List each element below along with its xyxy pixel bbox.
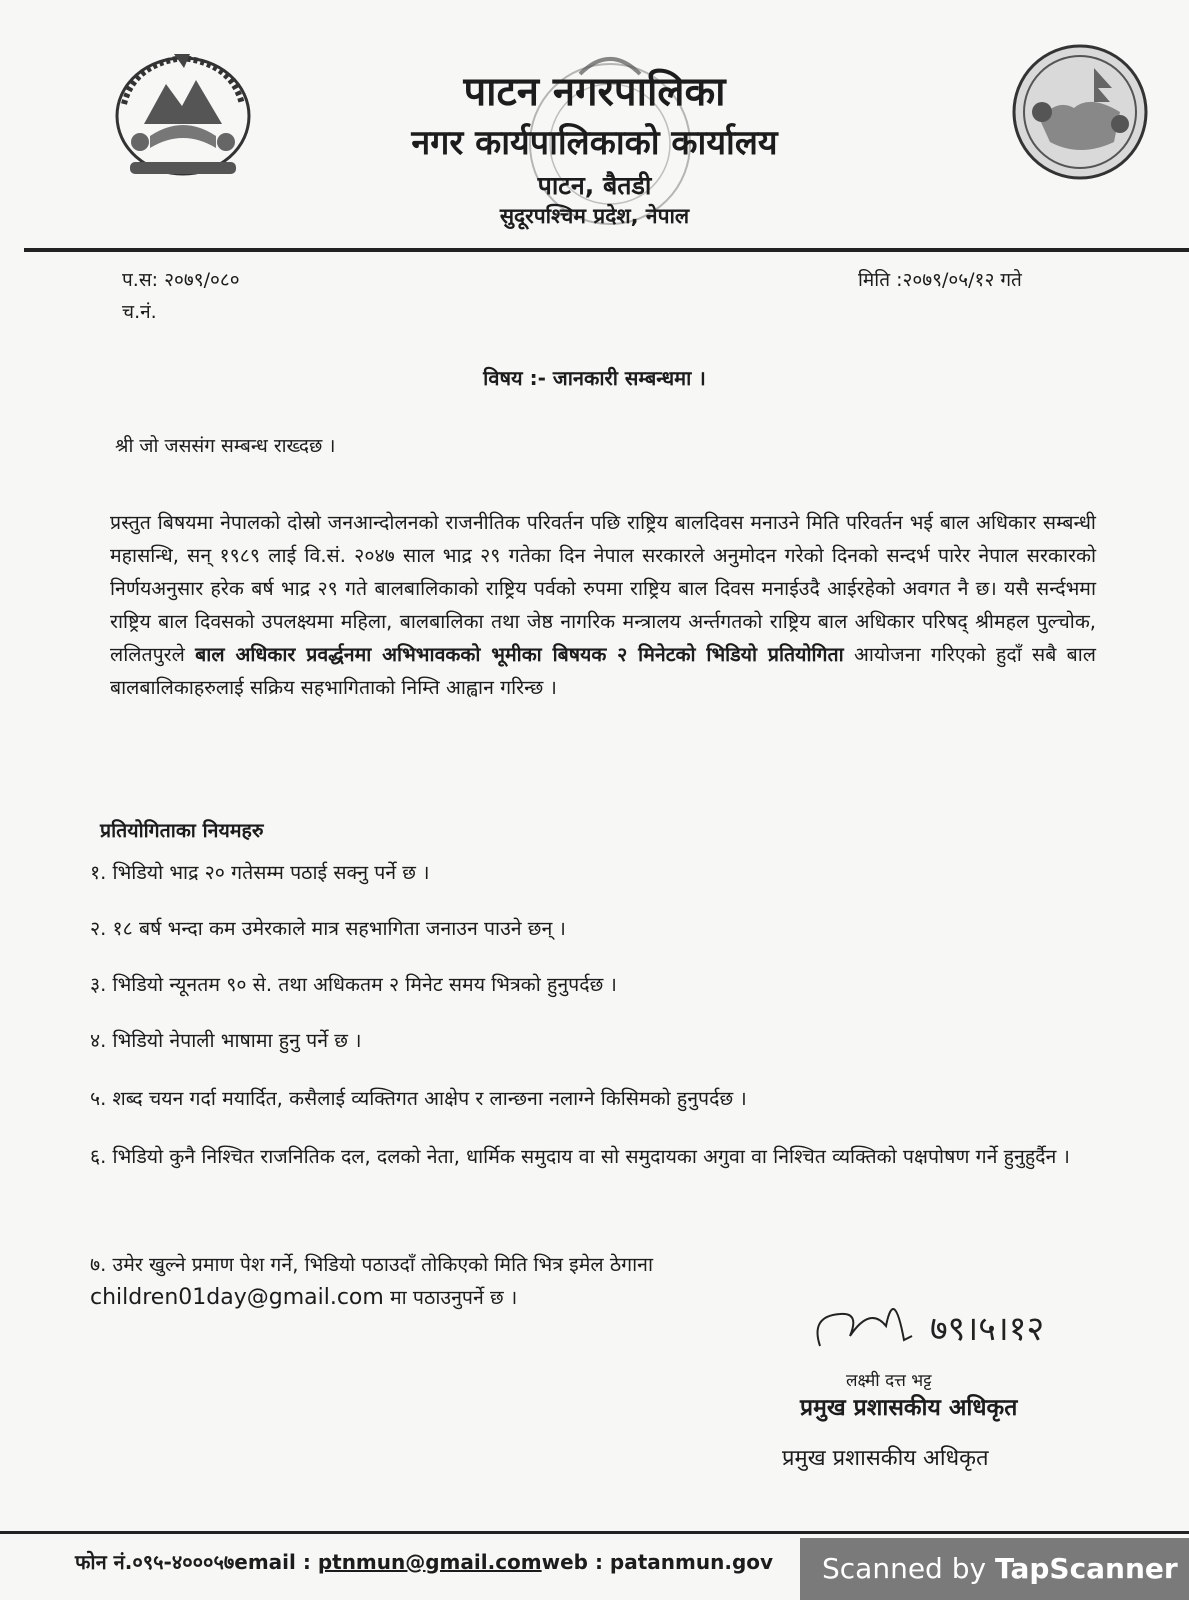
office-title-municipality: पाटन नगरपालिका bbox=[463, 69, 726, 115]
rule-7-text: ७. उमेर खुल्ने प्रमाण पेश गर्ने, भिडियो पठाउदाँ तोकिएको मिति भित्र इमेल ठेगाना bbox=[90, 1253, 654, 1276]
salutation: श्री जो जससंग सम्बन्ध राख्दछ । bbox=[115, 435, 336, 457]
letter-date: मिति :२०७९/०५/१२ गते bbox=[858, 269, 1022, 291]
letter-body bbox=[110, 506, 1096, 704]
rule-item: ६. भिडियो कुनै निश्चित राजनितिक दल, दलको नेता, धार्मिक समुदाय वा सो समुदायका अगुवा वा निश्चित व्यक्तिको पक्षपोषण गर्ने हुनुहुर्दैन । bbox=[90, 1145, 1070, 1168]
footer-contact bbox=[75, 1548, 773, 1575]
watermark-brand: TapScanner bbox=[994, 1552, 1178, 1585]
signature-date: ७९।५।१२ bbox=[930, 1309, 1045, 1349]
rule-item: २. १८ बर्ष भन्दा कम उमेरकाले मात्र सहभागिता जनाउन पाउने छन् । bbox=[90, 917, 566, 940]
footer-web-label: web : bbox=[541, 1550, 610, 1574]
watermark-prefix: Scanned by bbox=[822, 1552, 995, 1585]
footer-web-link[interactable]: patanmun.gov bbox=[609, 1550, 774, 1574]
footer-divider bbox=[0, 1531, 1189, 1534]
dispatch-number: च.नं. bbox=[122, 301, 157, 323]
office-address-province: सुदूरपश्चिम प्रदेश, नेपाल bbox=[499, 204, 690, 228]
signatory-name: लक्ष्मी दत्त भट्ट bbox=[846, 1371, 932, 1391]
body-text-closing: आयोजना गरिएको हुदाँ सबै बाल बालबालिकाहरुलाई सक्रिय सहभागिताको निम्ति आह्वान गरिन्छ । bbox=[110, 643, 1097, 699]
rule-item: १. भिडियो भाद्र २० गतेसम्म पठाई सक्नु पर्ने छ । bbox=[90, 861, 430, 884]
letter-subject: विषय :- जानकारी सम्बन्धमा । bbox=[483, 366, 706, 390]
body-text-competition-title: बाल अधिकार प्रवर्द्धनमा अभिभावकको भूमीका बिषयक २ मिनेटको भिडियो प्रतियोगिता bbox=[195, 643, 844, 666]
rule-item: ५. शब्द चयन गर्दा मयार्दित, कसैलाई व्यक्तिगत आक्षेप र लान्छना नलाग्ने किसिमको हुनुपर्दछ । bbox=[90, 1087, 747, 1110]
body-text-intro: प्रस्तुत बिषयमा नेपालको दोस्रो जनआन्दोलनको राजनीतिक परिवर्तन पछि राष्ट्रिय बालदिवस मनाउने मिति परिवर्तन भई बाल अधिकार सम्बन्धी महासन्धि, सन् १९८९ लाई वि.सं. २०४७ साल भाद्र २९ गतेका दिन नेपाल सरकारले अनुमोदन गरेको दिनको सन्दर्भ पारेर नेपाल सरकारको निर्णयअनुसार हरेक बर्ष भाद्र २९ गते बालबालिकाको राष्ट्रिय पर्वको रुपमा राष्ट्रिय बाल दिवस मनाईउदै आईरहेको अवगत नै छ। यसै सर्न्दभमा राष्ट्रिय बाल दिवसको उपलक्ष्यमा महिला, बालबालिका तथा जेष्ठ नागरिक मन्त्रालय अर्न्तगतको राष्ट्रिय बाल अधिकार परिषद् श्रीमहल पुल्चोक, ललितपुरले bbox=[110, 511, 1096, 666]
rules-heading: प्रतियोगिताका नियमहरु bbox=[100, 819, 264, 842]
footer-email-label: email : bbox=[234, 1550, 318, 1574]
contest-email-address: children01day@gmail.com bbox=[90, 1285, 384, 1310]
office-address-city: पाटन, बैतडी bbox=[537, 171, 652, 200]
handwritten-signature bbox=[800, 1296, 1060, 1366]
footer-phone: फोन नं.०९५-४०००५७ bbox=[75, 1550, 235, 1574]
signatory-designation: प्रमुख प्रशासकीय अधिकृत bbox=[782, 1446, 989, 1471]
office-title-executive-office: नगर कार्यपालिकाको कार्यालय bbox=[411, 123, 778, 163]
rule-item: ३. भिडियो न्यूनतम ९० से. तथा अधिकतम २ मिनेट समय भित्रको हुनुपर्दछ । bbox=[90, 973, 617, 996]
footer-email-link[interactable]: ptnmun@gmail.com bbox=[317, 1550, 542, 1574]
rule-item: ४. भिडियो नेपाली भाषामा हुनु पर्ने छ । bbox=[90, 1029, 362, 1052]
reference-number: प.स: २०७९/०८० bbox=[122, 269, 240, 291]
header-divider bbox=[24, 248, 1189, 252]
signatory-stamp-title: प्रमुख प्रशासकीय अधिकृत bbox=[800, 1395, 1018, 1421]
rule-7-suffix: मा पठाउनुपर्ने छ । bbox=[383, 1286, 518, 1309]
scanner-watermark bbox=[800, 1538, 1189, 1600]
